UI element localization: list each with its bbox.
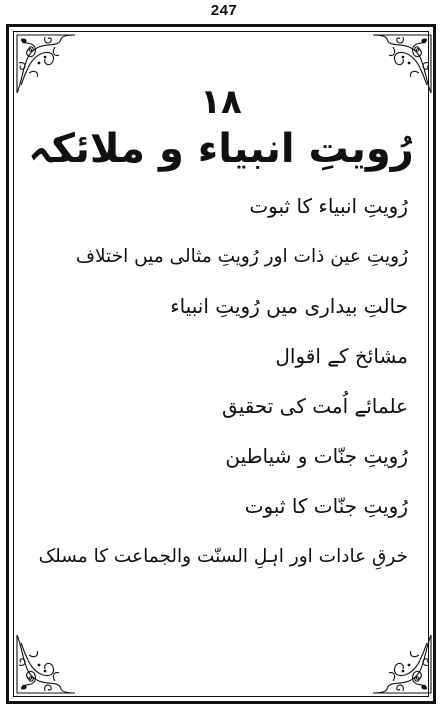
topic-item: رُویتِ عین ذات اور رُویتِ مثالی میں اختلاف	[75, 246, 408, 267]
topic-item: خرقِ عادات اور اہلِ السنّت والجماعت کا مسلک	[38, 546, 408, 567]
topic-item: رُویتِ انبیاء کا ثبوت	[249, 194, 408, 218]
topic-item: مشائخ کے اقوال	[275, 344, 408, 368]
chapter-title: رُویتِ انبیاء و ملائکہ	[28, 126, 414, 172]
topic-item: رُویتِ جنّات و شیاطین	[225, 444, 408, 468]
page-number: 247	[210, 2, 238, 19]
floral-arabesque-corner-icon	[15, 633, 77, 695]
topic-item: رُویتِ جنّات کا ثبوت	[244, 494, 408, 518]
chapter-content	[22, 84, 420, 594]
topic-item: حالتِ بیداری میں رُویتِ انبیاء	[170, 294, 408, 318]
topic-list	[22, 194, 420, 594]
chapter-number: ١٨	[200, 82, 242, 122]
floral-arabesque-corner-icon	[371, 633, 433, 695]
topic-item: علمائے اُمت کی تحقیق	[222, 394, 408, 418]
